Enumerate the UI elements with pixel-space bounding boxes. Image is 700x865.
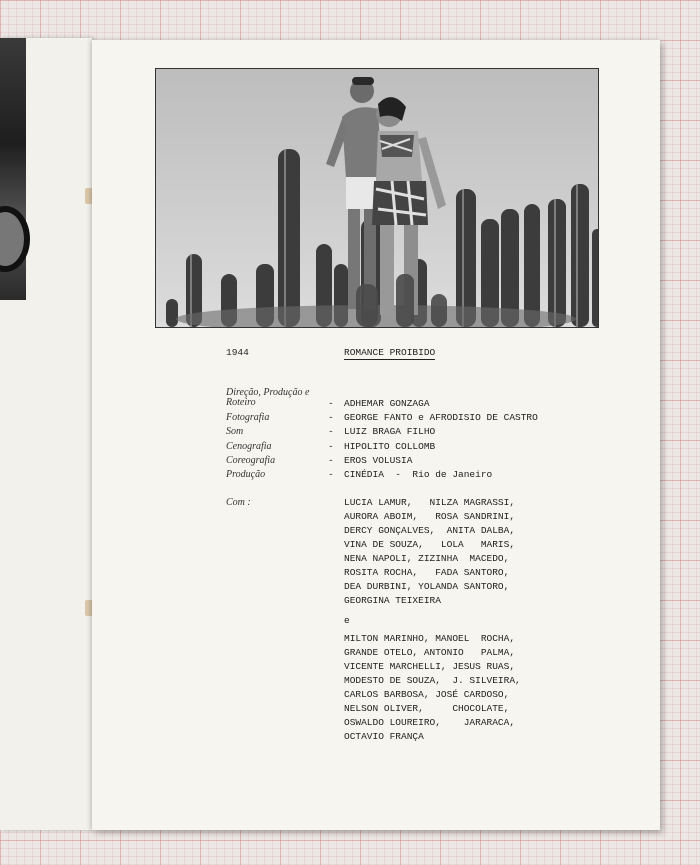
cast-line: OCTAVIO FRANÇA — [344, 731, 424, 742]
credit-label-choreography: Coreografia — [226, 455, 276, 466]
left-page-photo — [0, 38, 26, 300]
cast-line: AURORA ABOIM, ROSA SANDRINI, — [344, 511, 516, 522]
cast-line: ROSITA ROCHA, FADA SANTORO, — [344, 567, 510, 578]
credit-value-sound: LUIZ BRAGA FILHO — [344, 426, 436, 437]
credit-dash: - — [328, 398, 334, 409]
film-title: ROMANCE PROIBIDO — [344, 347, 436, 358]
credit-dash: - — [328, 455, 334, 466]
cast-conjunction: e — [344, 615, 350, 626]
cast-line: GEORGINA TEIXEIRA — [344, 595, 441, 606]
credit-dash: - — [328, 412, 334, 423]
cast-line: OSWALDO LOUREIRO, JARARACA, — [344, 717, 516, 728]
cactus-couple-illustration — [156, 69, 598, 327]
cast-line: CARLOS BARBOSA, JOSÉ CARDOSO, — [344, 689, 510, 700]
credit-dash: - — [328, 469, 334, 480]
credit-label-sound: Som — [226, 426, 244, 437]
cast-line: NENA NAPOLI, ZIZINHA MACEDO, — [344, 553, 510, 564]
cast-line: VINA DE SOUZA, LOLA MARIS, — [344, 539, 516, 550]
ring-shape — [0, 206, 30, 272]
credit-label-photography: Fotografia — [226, 412, 270, 423]
credit-value-choreography: EROS VOLUSIA — [344, 455, 413, 466]
cast-line: DERCY GONÇALVES, ANITA DALBA, — [344, 525, 516, 536]
credit-value-direction: ADHEMAR GONZAGA — [344, 398, 430, 409]
credit-label-production: Produção — [226, 469, 266, 480]
cast-line: LUCIA LAMUR, NILZA MAGRASSI, — [344, 497, 516, 508]
film-still-photo — [155, 68, 599, 328]
credit-label-set-design: Cenografia — [226, 441, 272, 452]
credit-label-direction: Direção, Produção e Roteiro — [226, 387, 310, 408]
cast-line: VICENTE MARCHELLI, JESUS RUAS, — [344, 661, 516, 672]
credit-value-production: CINÉDIA - Rio de Janeiro — [344, 469, 493, 480]
release-year: 1944 — [226, 347, 249, 358]
cast-line: DEA DURBINI, YOLANDA SANTORO, — [344, 581, 510, 592]
cast-line: MILTON MARINHO, MANOEL ROCHA, — [344, 633, 516, 644]
cast-line: NELSON OLIVER, CHOCOLATE, — [344, 703, 510, 714]
cast-line: GRANDE OTELO, ANTONIO PALMA, — [344, 647, 516, 658]
credit-dash: - — [328, 426, 334, 437]
cast-line: MODESTO DE SOUZA, J. SILVEIRA, — [344, 675, 521, 686]
credit-value-set-design: HIPOLITO COLLOMB — [344, 441, 436, 452]
credit-value-photography: GEORGE FANTO e AFRODISIO DE CASTRO — [344, 412, 538, 423]
cast-label: Com : — [226, 497, 251, 508]
credit-dash: - — [328, 441, 334, 452]
